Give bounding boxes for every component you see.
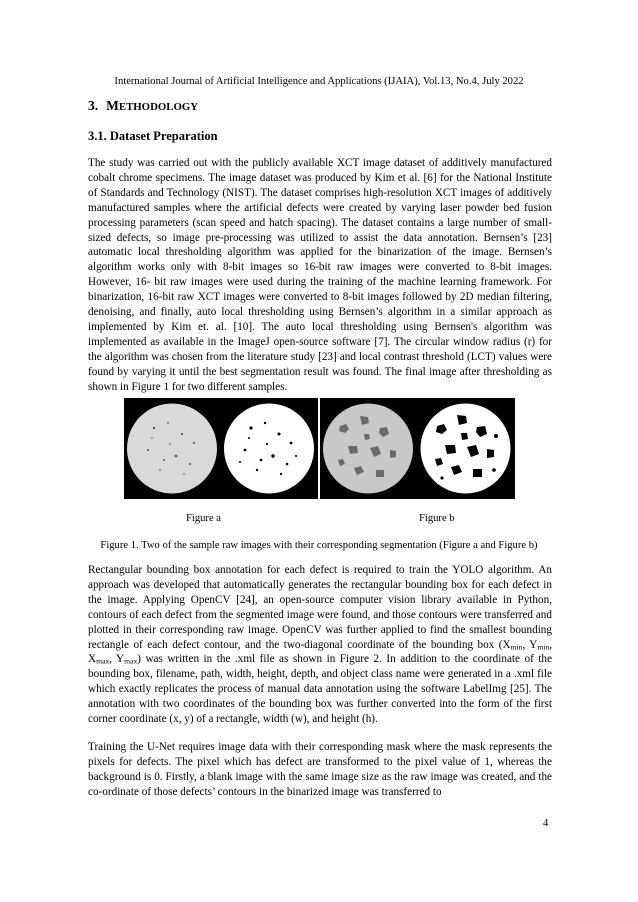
figure-caption: Figure 1. Two of the sample raw images with their corresponding segmentation (Figure a and Figure b) <box>100 540 538 551</box>
paragraph-unet: Training the U-Net requires image data with their corresponding mask where the mask represents the pixels for defects. The pixel which has defect are transformed to the pixel value of 1, whereas the background is 0. Firstly, a blank image with the same image size as the raw image was created, and the co-ordinate of those defects’ contours in the binarized image was transferred to <box>88 741 552 798</box>
p2-sub-ymax: max <box>124 656 138 666</box>
figure-label-b: Figure b <box>419 513 455 524</box>
p2-sub-ymin: min <box>537 642 550 652</box>
p2-text-before: Rectangular bounding box annotation for each defect is required to train the YOLO algorithm. An approach was developed that automatically generates the rectangular bounding box for each defect in the image. Applying OpenCV [24], an open-source computer vision library available in Python, contours of each defect from the segmented image were found, and those contours were transferred and plotted in their corresponding raw image. OpenCV was further applied to find the smallest bounding rectangle of each defect contour, and the two-diagonal coordinate of the bounding box (X <box>88 564 552 651</box>
section-title-initial: M <box>106 98 119 113</box>
figure-b-segmented-image <box>416 398 515 499</box>
page-number: 4 <box>543 818 549 829</box>
p2-sep-1: , Y <box>522 638 538 651</box>
section-title-rest: ETHODOLOGY <box>118 101 199 113</box>
paragraph-dataset: The study was carried out with the publicly available XCT image dataset of additively manufactured cobalt chrome specimens. The image dataset was produced by Kim et al. [6] for the National Institute of Standards and Technology (NIST). The dataset comprises high-resolution XCT images of additively manufactured samples where the artificial defects were created by varying laser powder bed fusion processing parameters (scan speed and hatch spacing). The dataset contains a large number of small-sized defects, so image pre-processing was utilized to assist the data annotation. Bernsen’s [23] automatic local thresholding algorithm was applied for the binarization of the image. Bernsen’s algorithm works only with 8-bit images so 16-bit raw images were converted to 8-bit images. However, 16- bit raw images were used during the training of the machine learning framework. For binarization, 16-bit raw XCT images were converted to 8-bit images followed by 2D median filtering, denoising, and finally, auto local thresholding using Bernsen’s algorithm in a similar approach as implemented by Kim et. al. [10]. The auto local thresholding using Bernsen's algorithm was implemented as available in the ImageJ open-source software [7]. The circular window radius (r) for the algorithm was chosen from the literature study [23] and local contrast threshold (LCT) values were found by varying it until the best segmentation result was found. The final image after thresholding as shown in Figure 1 for two different samples. <box>88 157 552 393</box>
paragraph-bounding-box <box>88 563 552 727</box>
figure-1 <box>124 398 515 499</box>
p2-sep-2: , X <box>88 638 552 666</box>
section-title <box>88 98 198 114</box>
subsection-title: 3.1. Dataset Preparation <box>88 129 218 143</box>
figure-label-a: Figure a <box>186 513 222 524</box>
figure-a-raw-image <box>124 398 220 499</box>
figure-b-raw-image <box>320 398 416 499</box>
p2-sep-3: , Y <box>109 653 125 666</box>
running-head: International Journal of Artificial Intelligence and Applications (IJAIA), Vol.13, No.4, July 2022 <box>114 76 524 87</box>
p2-sub-xmin: min <box>510 642 523 652</box>
figure-a-segmented-image <box>220 398 318 499</box>
p2-text-after: ) was written in the .xml file as shown in Figure 2. In addition to the coordinate of the bounding box, filename, path, width, height, depth, and object class name were generated in a .xml file which exactly replicates the process of manual data annotation using the software LabelImg [25]. The annotation with two coordinates of the bounding box was further converted into the form of the first corner coordinate (x, y) of a rectangle, width (w), and height (h). <box>88 653 552 726</box>
section-number: 3. <box>88 98 99 113</box>
p2-sub-xmax: max <box>96 656 110 666</box>
